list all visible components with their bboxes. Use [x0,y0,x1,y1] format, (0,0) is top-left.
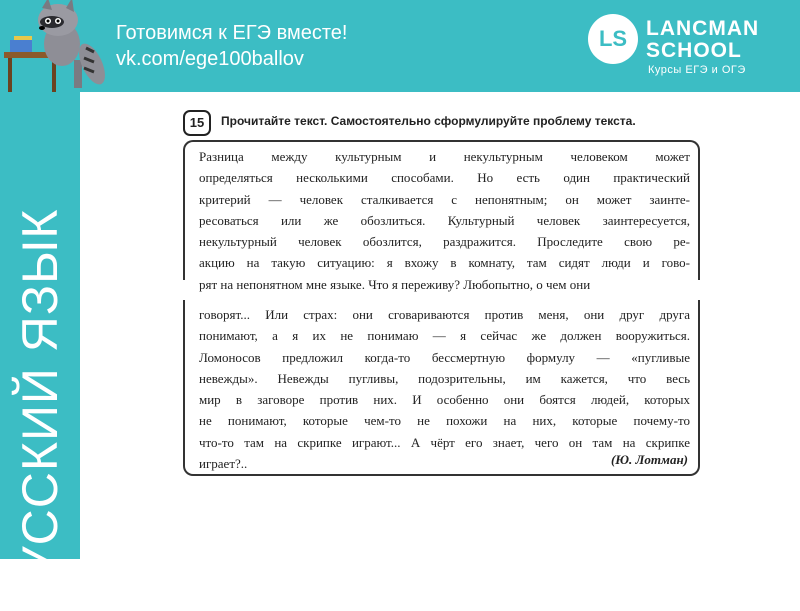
text-line: ресоваться или же обозлиться. Культурный человек заинтересуется, [199,212,690,228]
brand-name [646,18,759,62]
text-line: говорят... Или страх: они сговариваются против меня, они друг друга [199,307,690,322]
task-number: 15 [183,110,211,136]
text-fragment-1 [183,140,700,292]
slogan [116,20,347,72]
text-line: акцию на такую ситуацию: я вхожу в комнату, там сидят люди и гово- [199,255,690,271]
task-prompt: Прочитайте текст. Самостоятельно сформулируйте проблему текста. [221,114,636,128]
text-author: (Ю. Лотман) [610,451,688,467]
text-line: понимают, а я их не понимаю — я сейчас же должен вооружиться. [199,328,690,344]
subject-title: РУССКИЙ ЯЗЫК [12,208,68,611]
vk-link[interactable]: vk.com/ege100ballov [116,48,304,70]
brand-name-line2: SCHOOL [646,39,742,62]
text-line: не понимают, которые чем-то не похожи на них, которые почему-то [199,413,690,429]
raccoon-mascot-icon [0,0,110,92]
text-line: мир в заговоре против них. И особенно они боятся людей, которых [199,392,690,408]
subject-sidebar [0,92,80,611]
brand-subtitle: Курсы ЕГЭ и ОГЭ [648,64,746,76]
brand-mark: LS [588,14,638,64]
brand-logo [588,14,788,78]
text-line: Разница между культурным и некультурным человеком может [199,149,690,164]
header-banner [0,0,800,92]
text-line: невежды». Невежды пугливы, подозрительны, им кажется, что весь [199,370,690,386]
text-line: играет?.. [199,456,248,472]
brand-name-line1: LANCMAN [646,17,760,40]
slogan-title: Готовимся к ЕГЭ вместе! [116,22,348,44]
text-line: определяться несколькими способами. Но есть один практический [199,170,690,186]
text-line: рят на непонятном мне языке. Что я переживу? Любопытно, о чем они [199,276,591,292]
text-line: Ломоносов предложил когда-то бессмертную формулу — «пугливые [199,349,690,365]
text-line: некультурный человек обозлится, раздражится. Проследите свою ре- [199,234,690,250]
community-banner [0,0,420,92]
text-fragment-2 [183,300,700,476]
text-line: критерий — человек сталкивается с непонятным; он может заинте- [199,191,690,207]
text-line: что-то там на скрипке играют... А чёрт его знает, чего он там на скрипке [199,434,690,450]
